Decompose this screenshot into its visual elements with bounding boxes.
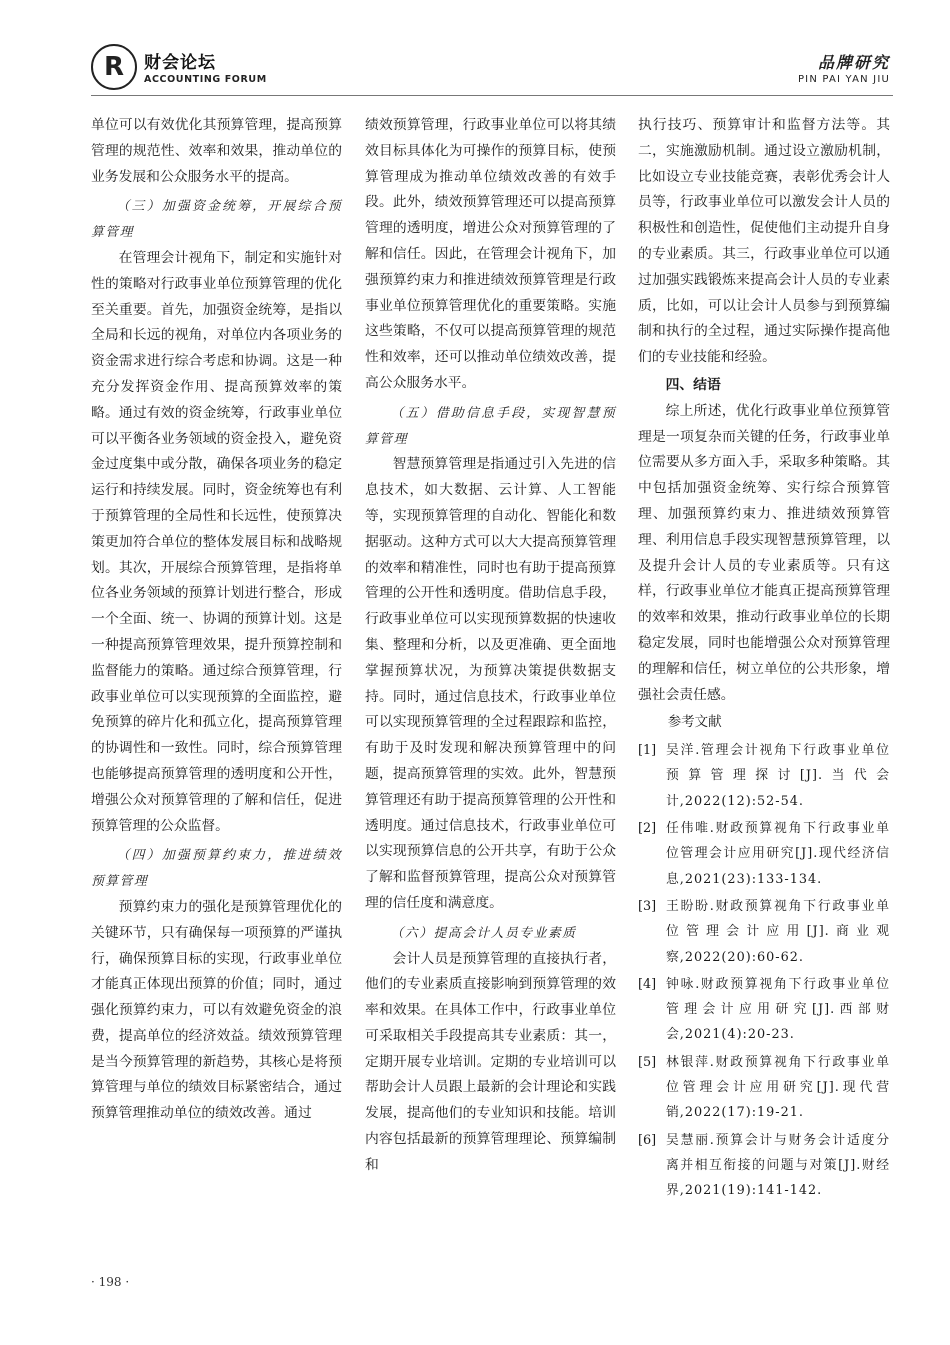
section-title: 品牌研究 xyxy=(817,53,890,72)
reference-number: [5] xyxy=(638,1054,657,1070)
paragraph: 单位可以有效优化其预算管理，提高预算管理的规范性、效率和效果，推动单位的业务发展和公众服务水平的提高。 xyxy=(91,117,342,185)
header-divider xyxy=(91,95,893,96)
column-middle xyxy=(365,113,616,1179)
reference-item xyxy=(638,1128,890,1204)
column-left xyxy=(91,113,342,1127)
section-heading: （四）加强预算约束力，推进绩效预算管理 xyxy=(91,848,342,890)
paragraph: 执行技巧、预算审计和监督方法等。其二，实施激励机制。通过设立激励机制，比如设立专业技能竞赛，表彰优秀会计人员等，行政事业单位可以激发会计人员的积极性和创造性，促使他们主动提升自身的专业素质。其三，行政事业单位可以通过加强实践锻炼来提高会计人员的专业素质，比如，可以让会计人员参与到预算编制和执行的全过程，通过实际操作提高他们的专业技能和经验。 xyxy=(638,117,890,366)
journal-title: 财会论坛 xyxy=(144,53,216,73)
references-list xyxy=(638,738,890,1203)
paragraph: 绩效预算管理，行政事业单位可以将其绩效目标具体化为可操作的预算目标，使预算管理成为推动单位绩效改善的有效手段。此外，绩效预算管理还可以提高预算管理的透明度，增进公众对预算管理的了解和信任。因此，在管理会计视角下，加强预算约束力和推进绩效预算管理是行政事业单位预算管理优化的重要策略。实施这些策略，不仅可以提高预算管理的规范性和效率，还可以推动单位绩效改善，提高公众服务水平。 xyxy=(365,117,616,391)
page-header xyxy=(0,0,950,100)
section-heading: （三）加强资金统筹，开展综合预算管理 xyxy=(91,199,342,241)
journal-subtitle: ACCOUNTING FORUM xyxy=(144,74,267,85)
section-heading: （五）借助信息手段，实现智慧预算管理 xyxy=(365,405,616,447)
reference-text: 吴慧丽.预算会计与财务会计适度分离并相互衔接的问题与对策[J].财经界,2021(19):141-142. xyxy=(666,1132,890,1199)
reference-item xyxy=(638,738,890,814)
reference-text: 任伟唯.财政预算视角下行政事业单位管理会计应用研究[J].现代经济信息,2021(23):133-134. xyxy=(666,821,890,887)
reference-item xyxy=(638,894,890,970)
reference-item xyxy=(638,1050,890,1126)
page-number: · 198 · xyxy=(91,1275,130,1289)
section-heading: （六）提高会计人员专业素质 xyxy=(390,925,577,941)
conclusion-heading: 四、结语 xyxy=(665,376,721,393)
section-subtitle: PIN PAI YAN JIU xyxy=(797,74,890,85)
reference-number: [3] xyxy=(638,898,657,914)
reference-text: 王盼盼.财政预算视角下行政事业单位管理会计应用[J].商业观察,2022(20):60-62. xyxy=(666,898,890,965)
paragraph: 在管理会计视角下，制定和实施针对性的策略对行政事业单位预算管理的优化至关重要。首先，加强资金统筹，是指以全局和长远的视角，对单位内各项业务的资金需求进行综合考虑和协调。这是一种充分发挥资金作用、提高预算效率的策略。通过有效的资金统筹，行政事业单位可以平衡各业务领域的资金投入，避免资金过度集中或分散，确保各项业务的稳定运行和持续发展。同时，资金统筹也有利于预算管理的全局性和长远性，使预算决策更加符合单位的整体发展目标和战略规划。其次，开展综合预算管理，是指将单位各业务领域的预算计划进行整合，形成一个全面、统一、协调的预算计划。这是一种提高预算管理效果，提升预算控制和监督能力的策略。通过综合预算管理，行政事业单位可以实现预算的全面监控，避免预算的碎片化和孤立化，提高预算管理的协调性和一致性。同时，综合预算管理也能够提高预算管理的透明度和公开性，增强公众对预算管理的了解和信任，促进预算管理的公众监督。 xyxy=(91,249,342,834)
reference-number: [4] xyxy=(638,976,657,992)
column-right xyxy=(638,113,890,1203)
reference-text: 吴洋.管理会计视角下行政事业单位预算管理探讨[J].当代会计,2022(12):52-54. xyxy=(666,743,890,809)
reference-text: 钟咏.财政预算视角下行政事业单位管理会计应用研究[J].西部财会,2021(4):20-23. xyxy=(666,976,890,1043)
reference-number: [2] xyxy=(638,821,657,837)
reference-number: [6] xyxy=(638,1132,657,1148)
registered-logo-icon: R xyxy=(91,44,137,90)
paragraph: 综上所述，优化行政事业单位预算管理是一项复杂而关键的任务，行政事业单位需要从多方面入手，采取多种策略。其中包括加强资金统筹、实行综合预算管理、加强预算约束力、推进绩效预算管理、利用信息手段实现智慧预算管理，以及提升会计人员的专业素质等。只有这样，行政事业单位才能真正提高预算管理的效率和效果，推动行政事业单位的长期稳定发展，同时也能增强公众对预算管理的理解和信任，树立单位的公共形象，增强社会责任感。 xyxy=(638,402,890,703)
references-heading: 参考文献 xyxy=(667,714,722,731)
reference-text: 林银萍.财政预算视角下行政事业单位管理会计应用研究[J].现代营销,2022(17):19-21. xyxy=(666,1054,890,1121)
paragraph: 预算约束力的强化是预算管理优化的关键环节，只有确保每一项预算的严谨执行，确保预算目标的实现，行政事业单位才能真正体现出预算的价值；同时，通过强化预算约束力，可以有效避免资金的浪费，提高单位的经济效益。绩效预算管理是当今预算管理的新趋势，其核心是将预算管理与单位的绩效目标紧密结合，通过预算管理推动单位的绩效改善。通过 xyxy=(91,898,342,1122)
paragraph: 会计人员是预算管理的直接执行者，他们的专业素质直接影响到预算管理的效率和效果。在具体工作中，行政事业单位可采取相关手段提高其专业素质：其一，定期开展专业培训。定期的专业培训可以帮助会计人员跟上最新的会计理论和实践发展，提高他们的专业知识和技能。培训内容包括最新的预算管理理论、预算编制和 xyxy=(365,950,616,1173)
paragraph: 智慧预算管理是指通过引入先进的信息技术，如大数据、云计算、人工智能等，实现预算管理的自动化、智能化和数据驱动。这种方式可以大大提高预算管理的效率和精准性，同时也有助于提高预算管理的公开性和透明度。借助信息手段，行政事业单位可以实现预算数据的快速收集、整理和分析，以及更准确、更全面地掌握预算状况，为预算决策提供数据支持。同时，通过信息技术，行政事业单位可以实现预算管理的全过程跟踪和监控，有助于及时发现和解决预算管理中的问题，提高预算管理的实效。此外，智慧预算管理还有助于提高预算管理的公开性和透明度。通过信息技术，行政事业单位可以实现预算信息的公开共享，有助于公众了解和监督预算管理，提高公众对预算管理的信任度和满意度。 xyxy=(365,456,616,911)
reference-number: [1] xyxy=(638,743,657,759)
reference-item xyxy=(638,816,890,892)
reference-item xyxy=(638,972,890,1048)
